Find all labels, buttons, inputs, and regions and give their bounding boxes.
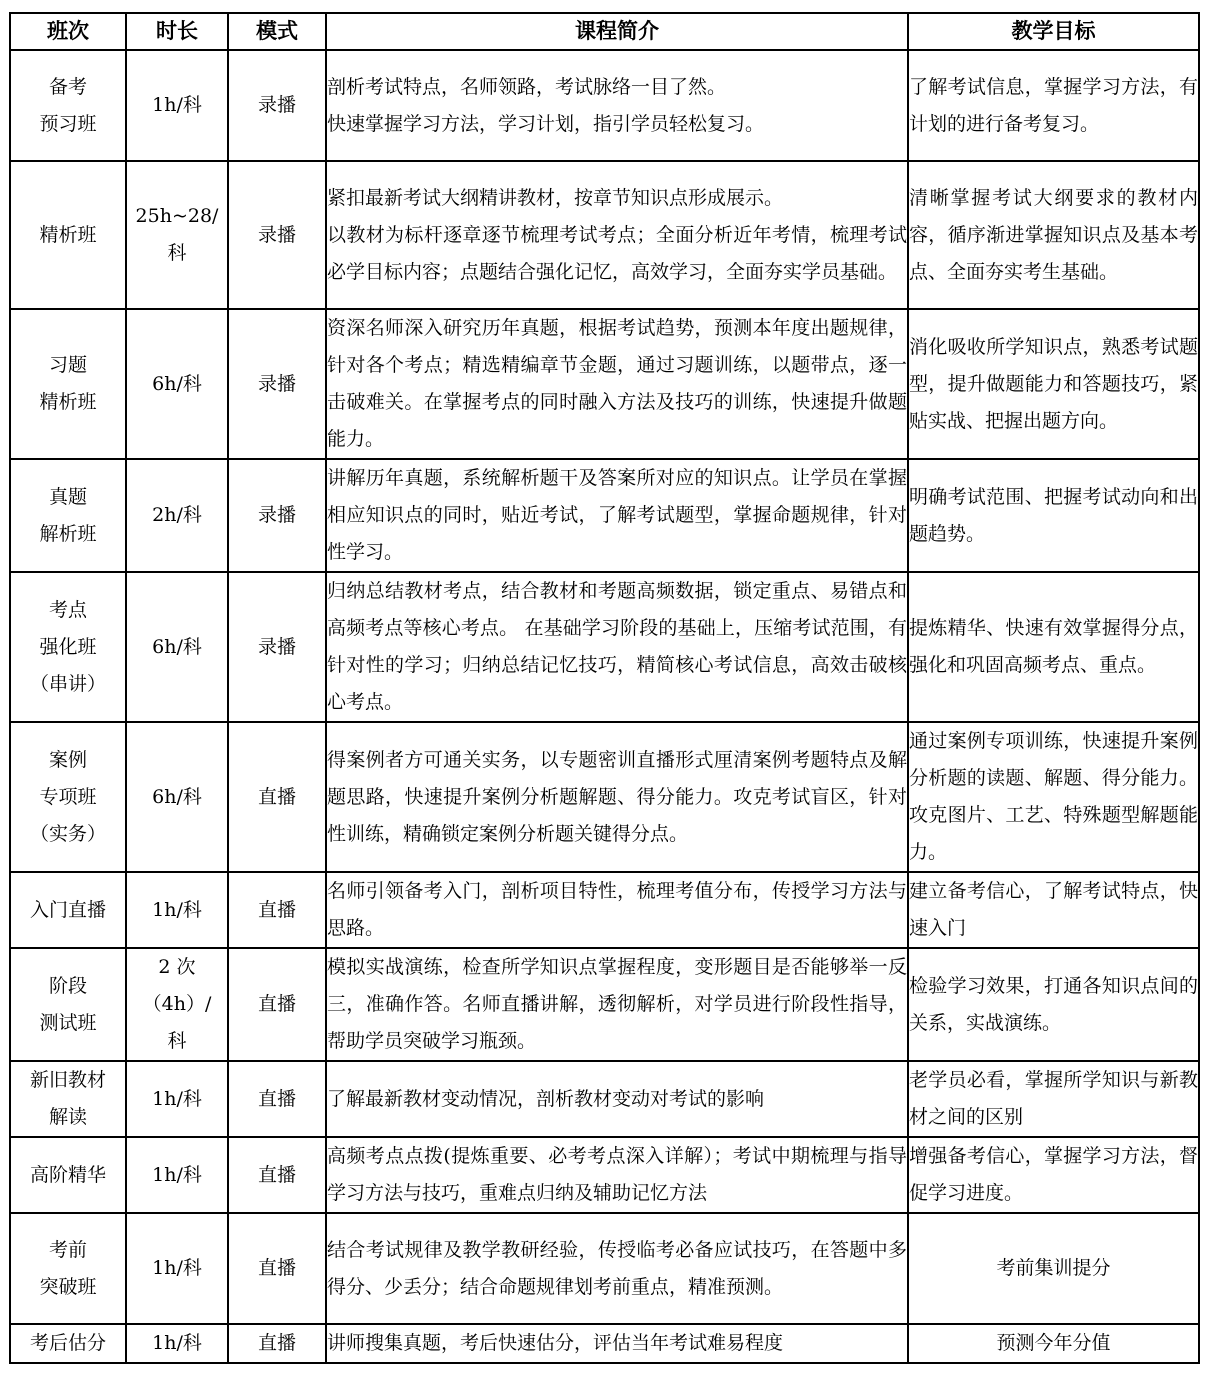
table-row (10, 722, 1199, 872)
class-name: 阶段 测试班 (39, 974, 97, 1034)
mode: 直播 (257, 898, 296, 921)
header-row (10, 13, 1199, 50)
duration: 25h~28/ 科 (135, 205, 219, 264)
class-name: 备考 预习班 (39, 75, 97, 135)
class-name: 高阶精华 (29, 1163, 106, 1186)
course-intro: 高频考点点拨(提炼重要、必考考点深入详解）；考试中期梳理与指导学习方法与技巧，重难点归纳及辅助记忆方法 (327, 1145, 907, 1204)
mode: 直播 (257, 1087, 296, 1110)
teaching-goal: 了解考试信息，掌握学习方法，有计划的进行备考复习。 (909, 75, 1198, 135)
course-intro: 讲师搜集真题，考后快速估分，评估当年考试难易程度 (327, 1332, 784, 1354)
table-row (10, 948, 1199, 1061)
class-name: 习题 精析班 (39, 354, 97, 413)
table-row (10, 1061, 1199, 1137)
duration: 1h/科 (152, 1257, 202, 1279)
course-intro: 名师引领备考入门，剖析项目特性，梳理考值分布，传授学习方法与思路。 (327, 880, 907, 939)
table-row (10, 459, 1199, 572)
duration: 6h/科 (152, 785, 202, 808)
teaching-goal: 增强备考信心，掌握学习方法，督促学习进度。 (909, 1145, 1198, 1204)
course-table (9, 12, 1200, 1364)
duration: 1h/科 (152, 94, 202, 116)
table-row (10, 309, 1199, 459)
duration: 2 次 （4h）/ 科 (142, 956, 212, 1052)
teaching-goal: 明确考试范围、把握考试动向和出题趋势。 (909, 485, 1198, 545)
class-name: 真题 解析班 (39, 485, 97, 545)
header-class: 班次 (10, 13, 126, 50)
course-intro: 剖析考试特点，名师领路，考试脉络一目了然。 快速掌握学习方法，学习计划，指引学员轻松复习。 (327, 75, 765, 135)
table-row (10, 872, 1199, 948)
table-row (10, 572, 1199, 722)
mode: 录播 (257, 635, 296, 658)
duration: 1h/科 (152, 1332, 202, 1354)
mode: 录播 (257, 504, 296, 526)
duration: 2h/科 (152, 504, 202, 526)
mode: 直播 (257, 1332, 296, 1354)
class-name: 案例 专项班 （实务） (29, 748, 106, 845)
header-goal: 教学目标 (908, 13, 1199, 50)
class-name: 精析班 (39, 223, 97, 246)
table-row (10, 1137, 1199, 1213)
table-row (10, 50, 1199, 161)
class-name: 入门直播 (29, 898, 106, 921)
class-name: 新旧教材 解读 (29, 1069, 106, 1128)
teaching-goal: 提炼精华、快速有效掌握得分点，强化和巩固高频考点、重点。 (909, 617, 1198, 676)
course-intro: 资深名师深入研究历年真题，根据考试趋势，预测本年度出题规律，针对各个考点；精选精编章节金题，通过习题训练，以题带点，逐一击破难关。在掌握考点的同时融入方法及技巧的训练，快速提升做题能力。 (327, 317, 907, 450)
class-name: 考前 突破班 (39, 1238, 97, 1298)
table-row (10, 1213, 1199, 1324)
mode: 直播 (257, 1257, 296, 1279)
table-row (10, 161, 1199, 309)
mode: 直播 (257, 993, 296, 1015)
duration: 6h/科 (152, 635, 202, 658)
class-name: 考点 强化班 （串讲） (29, 598, 106, 695)
header-duration: 时长 (126, 13, 228, 50)
duration: 1h/科 (152, 1087, 202, 1110)
course-intro: 得案例者方可通关实务，以专题密训直播形式厘清案例考题特点及解题思路，快速提升案例分析题解题、得分能力。攻克考试盲区，针对性训练，精确锁定案例分析题关键得分点。 (327, 748, 907, 845)
header-mode: 模式 (228, 13, 326, 50)
mode: 录播 (257, 372, 296, 395)
table-row (10, 1324, 1199, 1363)
teaching-goal: 检验学习效果，打通各知识点间的关系，实战演练。 (909, 974, 1198, 1034)
course-intro: 讲解历年真题，系统解析题干及答案所对应的知识点。让学员在掌握相应知识点的同时，贴近考试，了解考试题型，掌握命题规律，针对性学习。 (327, 467, 907, 563)
course-intro: 紧扣最新考试大纲精讲教材，按章节知识点形成展示。 以教材为标杆逐章逐节梳理考试考点；全面分析近年考情，梳理考试必学目标内容；点题结合强化记忆，高效学习，全面夯实学员基础。 (327, 186, 907, 283)
duration: 1h/科 (152, 898, 202, 921)
teaching-goal: 清晰掌握考试大纲要求的教材内容，循序渐进掌握知识点及基本考点、全面夯实考生基础。 (909, 186, 1198, 283)
course-intro: 模拟实战演练，检查所学知识点掌握程度，变形题目是否能够举一反三，准确作答。名师直播讲解，透彻解析，对学员进行阶段性指导，帮助学员突破学习瓶颈。 (327, 956, 907, 1052)
mode: 录播 (257, 94, 296, 116)
course-intro: 了解最新教材变动情况，剖析教材变动对考试的影响 (327, 1087, 765, 1110)
mode: 直播 (257, 785, 296, 808)
course-intro: 结合考试规律及教学教研经验，传授临考必备应试技巧，在答题中多得分、少丢分；结合命题规律划考前重点，精准预测。 (327, 1238, 907, 1298)
class-name: 考后估分 (29, 1332, 106, 1354)
header-intro: 课程简介 (326, 13, 908, 50)
teaching-goal: 考前集训提分 (996, 1257, 1111, 1279)
mode: 直播 (257, 1163, 296, 1186)
teaching-goal: 通过案例专项训练，快速提升案例分析题的读题、解题、得分能力。攻克图片、工艺、特殊题型解题能力。 (909, 730, 1198, 863)
duration: 6h/科 (152, 372, 202, 395)
mode: 录播 (257, 223, 296, 246)
teaching-goal: 预测今年分值 (996, 1332, 1111, 1354)
duration: 1h/科 (152, 1163, 202, 1186)
course-intro: 归纳总结教材考点，结合教材和考题高频数据，锁定重点、易错点和高频考点等核心考点。 在基础学习阶段的基础上，压缩考试范围，有针对性的学习；归纳总结记忆技巧，精简核心考试信息，高效击破核心考点。 (327, 580, 907, 713)
teaching-goal: 建立备考信心，了解考试特点，快速入门 (909, 880, 1198, 939)
teaching-goal: 老学员必看，掌握所学知识与新教材之间的区别 (909, 1069, 1198, 1128)
teaching-goal: 消化吸收所学知识点，熟悉考试题型，提升做题能力和答题技巧，紧贴实战、把握出题方向。 (909, 335, 1198, 432)
